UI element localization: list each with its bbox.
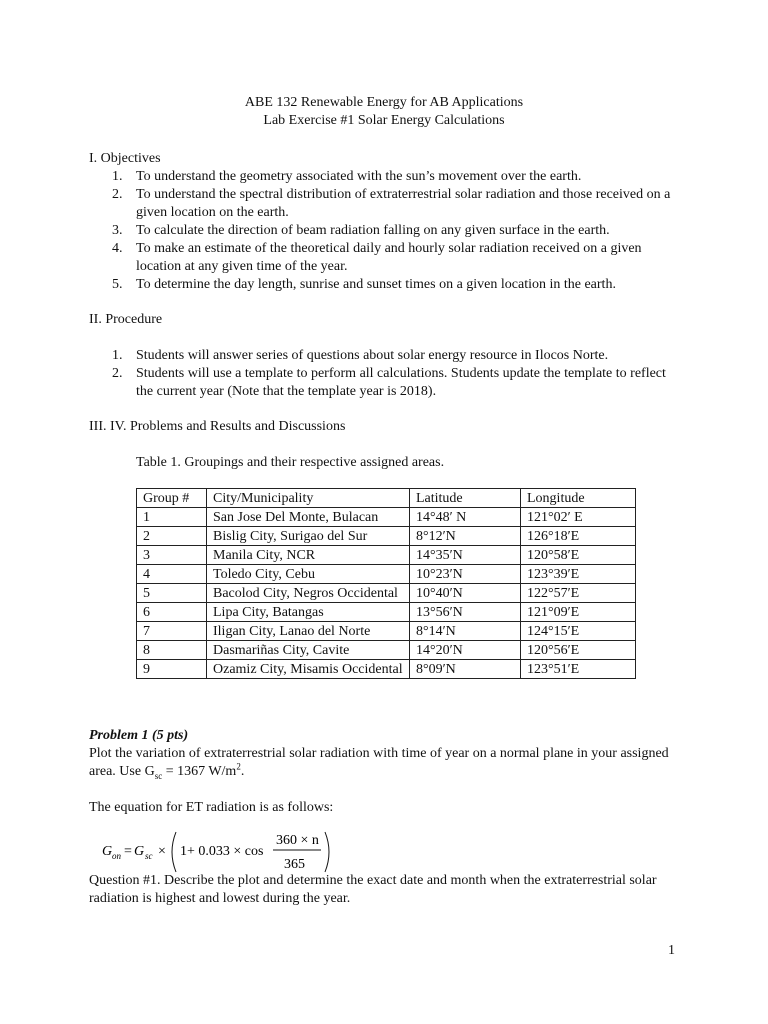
list-item-text: To calculate the direction of beam radiation falling on any given surface in the earth. (136, 223, 610, 238)
table-row (137, 508, 636, 527)
latitude-cell: 8°14′N (410, 622, 521, 641)
problems-heading: III. IV. Problems and Results and Discussions (89, 419, 346, 434)
longitude-cell: 121°09′E (521, 603, 636, 622)
objectives-list (112, 168, 672, 294)
course-title: ABE 132 Renewable Energy for AB Applications (244, 95, 524, 110)
longitude-cell: 122°57′E (521, 584, 636, 603)
list-item-number: 2. (112, 187, 123, 202)
problem-1-title: Problem 1 (5 pts) (89, 728, 189, 743)
group-cell: 2 (137, 527, 207, 546)
city-cell: Toledo City, Cebu (207, 565, 410, 584)
list-item (112, 240, 672, 276)
latitude-cell: 14°48′ N (410, 508, 521, 527)
list-item-text: Students will use a template to perform all calculations. Students update the template to reflect the current year (Note that the template year is 2018). (136, 366, 666, 399)
question-1: Question #1. Describe the plot and determine the exact date and month when the extraterrestrial solar radiation is highest and lowest during the year. (89, 873, 657, 906)
city-cell: Manila City, NCR (207, 546, 410, 565)
list-item-number: 5. (112, 277, 123, 292)
table-row (137, 641, 636, 660)
eq-inner: 1+ 0.033 × cos (180, 844, 264, 859)
equation-intro: The equation for ET radiation is as follows: (89, 800, 334, 815)
header-group: Group # (137, 489, 207, 508)
city-cell: Bislig City, Surigao del Sur (207, 527, 410, 546)
table-row (137, 622, 636, 641)
list-item-number: 1. (112, 348, 123, 363)
exercise-title: Lab Exercise #1 Solar Energy Calculations (263, 113, 505, 128)
city-cell: Bacolod City, Negros Occidental (207, 584, 410, 603)
document-title (0, 94, 768, 130)
table-row (137, 660, 636, 679)
list-item (112, 347, 672, 365)
objectives-heading: I. Objectives (89, 151, 161, 166)
latitude-cell: 8°12′N (410, 527, 521, 546)
longitude-cell: 120°56′E (521, 641, 636, 660)
page-number: 1 (668, 943, 675, 958)
table-row (137, 565, 636, 584)
list-item-text: To understand the geometry associated with the sun’s movement over the earth. (136, 169, 582, 184)
group-cell: 5 (137, 584, 207, 603)
list-item-text: To determine the day length, sunrise and sunset times on a given location in the earth. (136, 277, 616, 292)
eq-denominator: 365 (284, 857, 305, 872)
list-item-text: To make an estimate of the theoretical daily and hourly solar radiation received on a given location at any given time of the year. (136, 241, 642, 274)
latitude-cell: 14°20′N (410, 641, 521, 660)
list-item (112, 276, 672, 294)
eq-numerator: 360 × n (276, 833, 319, 848)
eq-gsc: G (134, 844, 145, 859)
list-item-number: 3. (112, 223, 123, 238)
procedure-heading: II. Procedure (89, 312, 163, 327)
list-item (112, 222, 672, 240)
eq-gsc-sub: sc (145, 851, 153, 861)
header-longitude: Longitude (521, 489, 636, 508)
city-cell: Ozamiz City, Misamis Occidental (207, 660, 410, 679)
table-row (137, 546, 636, 565)
et-radiation-equation (100, 828, 340, 876)
longitude-cell: 124°15′E (521, 622, 636, 641)
list-item-text: To understand the spectral distribution of extraterrestrial solar radiation and those received on a given location on the earth. (136, 187, 671, 220)
eq-equals: = (124, 844, 132, 859)
list-item-number: 4. (112, 241, 123, 256)
table-header-row (137, 489, 636, 508)
table-row (137, 603, 636, 622)
header-city: City/Municipality (207, 489, 410, 508)
list-item-number: 2. (112, 366, 123, 381)
city-cell: Dasmariñas City, Cavite (207, 641, 410, 660)
list-item-number: 1. (112, 169, 123, 184)
table-row (137, 584, 636, 603)
longitude-cell: 121°02′ E (521, 508, 636, 527)
eq-lhs-sub: on (112, 851, 121, 861)
longitude-cell: 123°39′E (521, 565, 636, 584)
group-cell: 8 (137, 641, 207, 660)
header-latitude: Latitude (410, 489, 521, 508)
groupings-table (136, 488, 636, 679)
city-cell: San Jose Del Monte, Bulacan (207, 508, 410, 527)
group-cell: 1 (137, 508, 207, 527)
city-cell: Lipa City, Batangas (207, 603, 410, 622)
longitude-cell: 123°51′E (521, 660, 636, 679)
problem-1-text: Plot the variation of extraterrestrial solar radiation with time of year on a normal plane in your assigned area. Use $G_{sc} = 1367$ $W/m^2$. (89, 746, 669, 781)
group-cell: 6 (137, 603, 207, 622)
group-cell: 3 (137, 546, 207, 565)
group-cell: 4 (137, 565, 207, 584)
latitude-cell: 14°35′N (410, 546, 521, 565)
latitude-cell: 8°09′N (410, 660, 521, 679)
list-item (112, 168, 672, 186)
longitude-cell: 126°18′E (521, 527, 636, 546)
eq-lhs: G (102, 844, 113, 859)
list-item-text: Students will answer series of questions about solar energy resource in Ilocos Norte. (136, 348, 609, 363)
latitude-cell: 13°56′N (410, 603, 521, 622)
latitude-cell: 10°40′N (410, 584, 521, 603)
list-item (112, 186, 672, 222)
table-row (137, 527, 636, 546)
latitude-cell: 10°23′N (410, 565, 521, 584)
city-cell: Iligan City, Lanao del Norte (207, 622, 410, 641)
group-cell: 7 (137, 622, 207, 641)
eq-right-paren (325, 832, 329, 872)
table-caption: Table 1. Groupings and their respective assigned areas. (136, 455, 445, 470)
eq-left-paren (172, 832, 176, 872)
eq-times: × (158, 844, 166, 859)
group-cell: 9 (137, 660, 207, 679)
procedure-list (112, 347, 672, 401)
longitude-cell: 120°58′E (521, 546, 636, 565)
list-item (112, 365, 672, 401)
